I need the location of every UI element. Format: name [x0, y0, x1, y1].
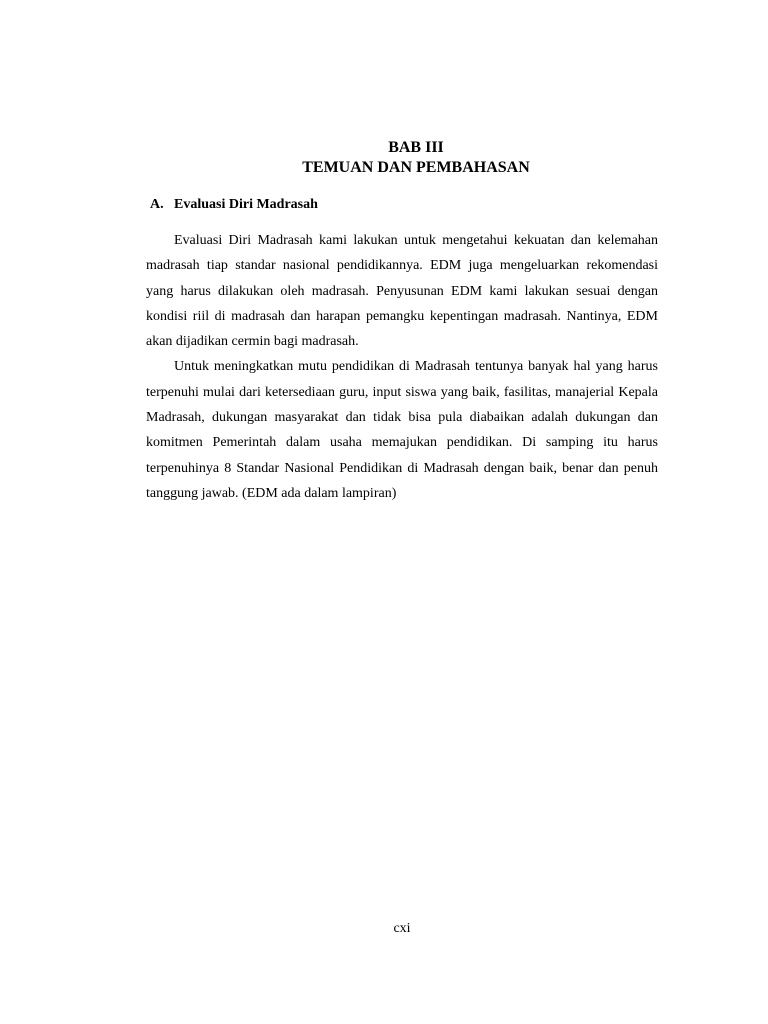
chapter-number: BAB III [388, 139, 444, 156]
body-text [146, 228, 658, 506]
page-number: cxi [393, 921, 411, 936]
chapter-heading [0, 138, 768, 178]
paragraph: Evaluasi Diri Madrasah kami lakukan untuk mengetahui kekuatan dan kelemahan madrasah tiap standar nasional pendidikannya. EDM juga mengeluarkan rekomendasi yang harus dilakukan oleh madrasah. Penyusunan EDM kami lakukan sesuai dengan kondisi riil di madrasah dan harapan pemangku kepentingan madrasah. Nantinya, EDM akan dijadikan cermin bagi madrasah. [146, 233, 658, 350]
section-title: Evaluasi Diri Madrasah [174, 197, 318, 212]
paragraph: Untuk meningkatkan mutu pendidikan di Madrasah tentunya banyak hal yang harus terpenuhi mulai dari ketersediaan guru, input siswa yang baik, fasilitas, manajerial Kepala Madrasah, dukungan masyarakat dan tidak bisa pula diabaikan adalah dukungan dan komitmen Pemerintah dalam usaha memajukan pendidikan. Di samping itu harus terpenuhinya 8 Standar Nasional Pendidikan di Madrasah dengan baik, benar dan penuh tanggung jawab. (EDM ada dalam lampiran) [146, 359, 658, 501]
chapter-title: TEMUAN DAN PEMBAHASAN [302, 159, 530, 176]
section-heading [150, 196, 318, 214]
section-marker: A. [150, 197, 164, 212]
